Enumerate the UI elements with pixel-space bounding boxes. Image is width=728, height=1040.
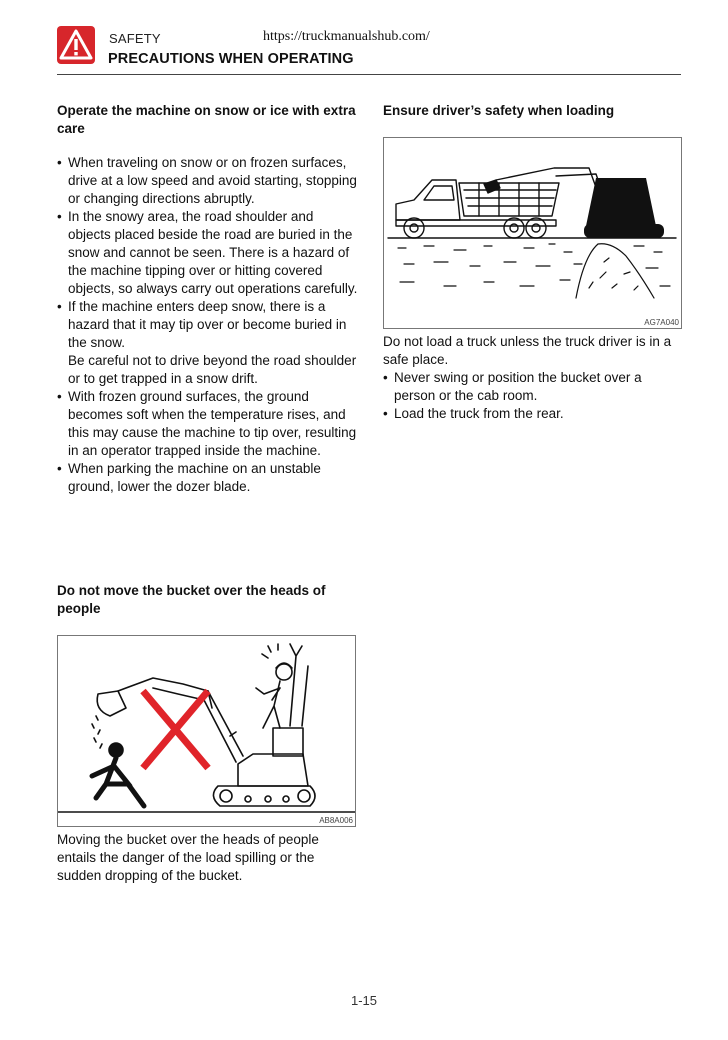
- warning-triangle-icon: [57, 26, 95, 64]
- list-item: • Load the truck from the rear.: [383, 405, 683, 423]
- header-divider: [57, 74, 681, 75]
- prohibited-cross-icon: [143, 691, 208, 768]
- loading-list: [383, 369, 683, 423]
- bucket-over-head-figure: [57, 635, 356, 827]
- list-item: • When traveling on snow or on frozen surfaces, drive at a low speed and avoid starting, stopping or changing directions abruptly.: [57, 154, 359, 208]
- page-number: 1-15: [350, 993, 378, 1008]
- list-item: • With frozen ground surfaces, the ground becomes soft when the temperature rises, and this may cause the machine to tip over, resulting in an operator trapped inside the machine.: [57, 388, 359, 460]
- snow-heading: Operate the machine on snow or ice with extra care: [57, 103, 356, 136]
- truck-loading-illustration: [384, 138, 681, 328]
- list-item: • If the machine enters deep snow, there is a hazard that it may tip over or become buried in the snow. Be careful not to drive beyond the road shoulder or to get trapped in a snow drift.: [57, 298, 359, 388]
- bucket-heading: Do not move the bucket over the heads of people: [57, 583, 326, 616]
- figure-code: AG7A040: [644, 318, 679, 327]
- section-label: SAFETY: [109, 31, 161, 46]
- list-item: • Never swing or position the bucket over a person or the cab room.: [383, 369, 683, 405]
- figure-code: AB8A006: [319, 816, 353, 825]
- list-item: • When parking the machine on an unstable ground, lower the dozer blade.: [57, 460, 359, 496]
- source-url[interactable]: https://truckmanualshub.com/: [263, 29, 430, 44]
- excavator-illustration: [58, 636, 355, 826]
- list-item: • In the snowy area, the road shoulder and objects placed beside the road are buried in the snow and cannot be seen. There is a hazard of the machine tipping over or hitting covered objects, so always carry out operations carefully.: [57, 208, 359, 298]
- bucket-caption: Moving the bucket over the heads of people entails the danger of the load spilling or the sudden dropping of the bucket.: [57, 832, 319, 883]
- page-title: PRECAUTIONS WHEN OPERATING: [108, 51, 354, 67]
- loading-heading: Ensure driver’s safety when loading: [383, 103, 615, 118]
- snow-list: [57, 154, 359, 496]
- truck-loading-figure: [383, 137, 682, 329]
- loading-text: Do not load a truck unless the truck driver is in a safe place.: [383, 334, 672, 367]
- list-item-note: Be careful not to drive beyond the road shoulder or to get trapped in a snow drift.: [68, 353, 357, 386]
